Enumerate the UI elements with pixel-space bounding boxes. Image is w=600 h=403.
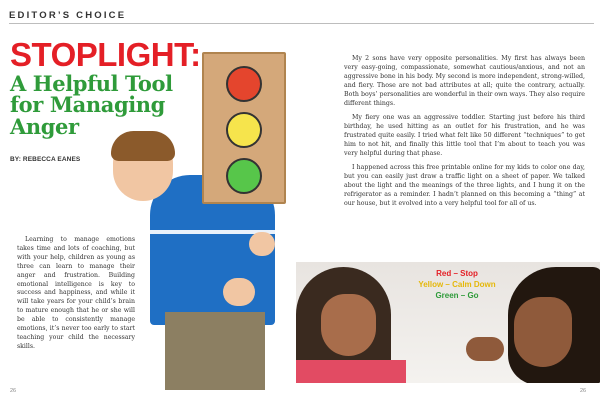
body-paragraph-2: My fiery one was an aggressive toddler. Starting just before his third birthday, he used hitting as an outlet for his frustration, and he was frustrated quite easily. I tried what felt like 50 different “techniques” to get him to not hit, and finally this little tool that I’m about to teach you was very helpful during that phase. (344, 114, 585, 157)
legend-green: Green – Go (435, 291, 479, 300)
woman-face (514, 297, 572, 367)
girl-shirt (296, 360, 406, 383)
stoplight-sign (202, 52, 286, 204)
girl-face (321, 294, 376, 356)
stoplight-red-lamp (226, 66, 262, 102)
article-title-secondary: A Helpful Tool for Managing Anger (10, 71, 173, 139)
boy-hand-upper (249, 232, 275, 256)
legend-red: Red – Stop (436, 269, 478, 278)
intro-paragraph (17, 236, 135, 352)
stoplight-legend (402, 268, 512, 301)
boy-pants (165, 312, 265, 390)
page-number-left: 26 (10, 388, 17, 394)
page-number-right: 26 (580, 388, 587, 394)
boy-hand (223, 278, 255, 306)
article-title-primary: STOPLIGHT: (10, 36, 201, 73)
body-paragraph-3: I happened across this free printable online for my kids to color one day, but you can easily just draw a traffic light on a sheet of paper. We talked about the light and the meanings of the three lights, and I hung it on the refrigerator as a reminder. I hadn’t planned on this becoming a “thing” at our house, but it evolved into a very helpful tool for all of us. (344, 164, 585, 207)
body-paragraph-1: My 2 sons have very opposite personalities. My first has always been very easy-going, compassionate, somewhat cautious/anxious, and not an aggressive bone in his body. My second is more independent, strong-willed, and fiery. Those are not bad attributes at all; quite the contrary, actually. Both boys’ personalities are wonderful in their own ways. They also require different things. (344, 55, 585, 107)
boy-hair (111, 131, 175, 161)
woman-pointing-hand (466, 337, 504, 361)
author-byline: BY: REBECCA EANES (10, 156, 81, 163)
stoplight-yellow-lamp (226, 112, 262, 148)
header-rule (9, 23, 594, 24)
section-label: EDITOR’S CHOICE (9, 10, 127, 21)
intro-paragraph-text: Learning to manage emotions takes time and lots of coaching, but with your help, children as young as three can learn to manage their anger and frustration. Building emotional intelligence is key to success and happiness, and while it will take years for your child’s brain to mature enough that he or she will be able to consistently manage emotions, it’s never too early to start teaching your child the necessary skills. (17, 236, 135, 350)
legend-yellow: Yellow – Calm Down (418, 280, 496, 289)
stoplight-green-lamp (226, 158, 262, 194)
body-column (344, 54, 585, 213)
